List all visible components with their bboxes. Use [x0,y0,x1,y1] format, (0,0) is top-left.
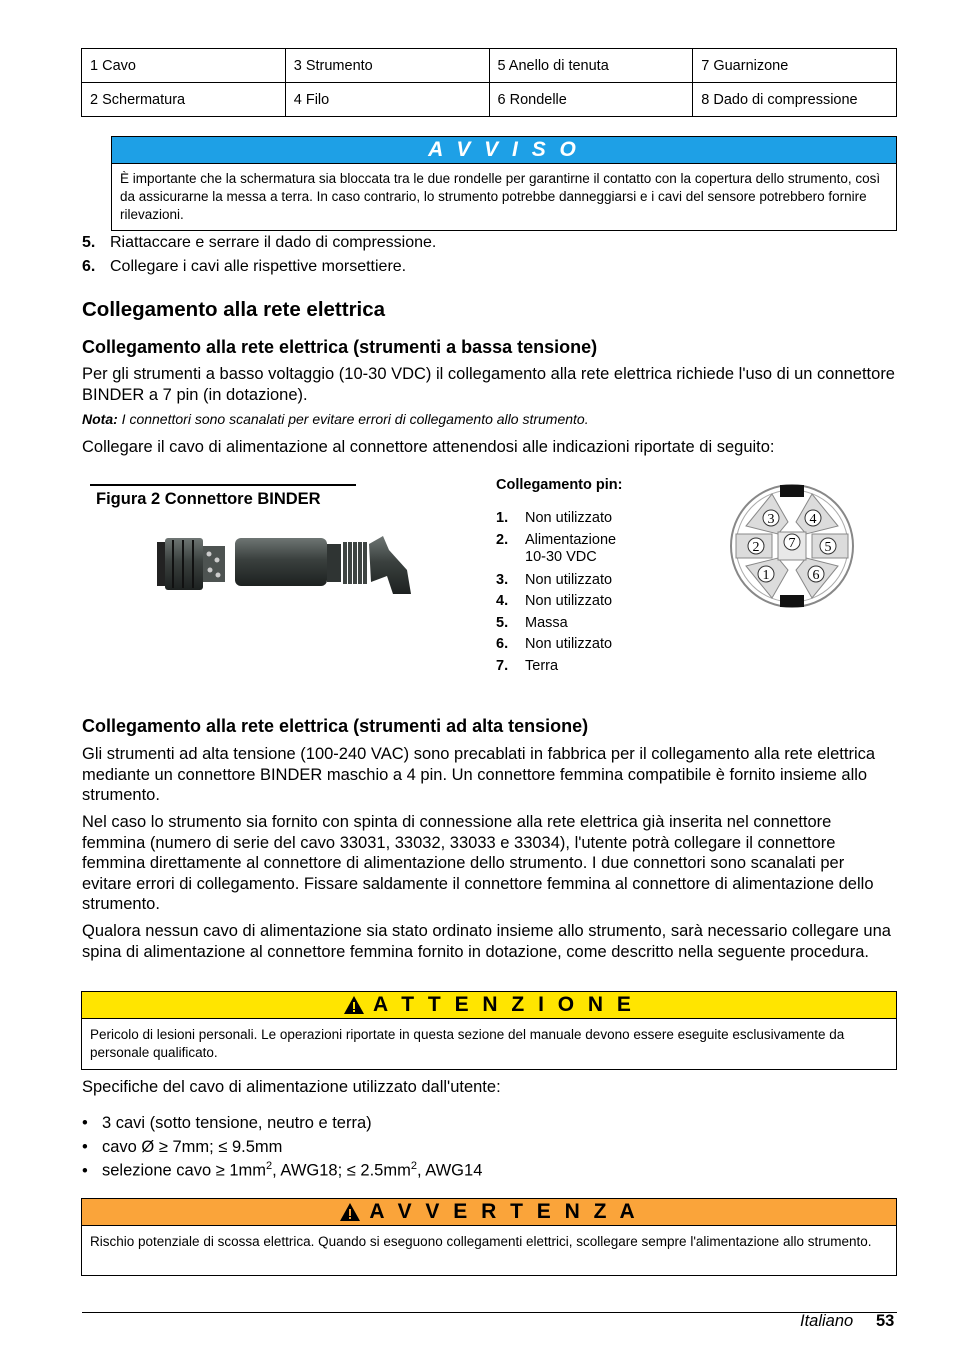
table-cell: 1 Cavo [82,49,286,83]
bullet-marker: • [82,1138,88,1156]
list-item [82,1138,282,1157]
step-6 [82,258,406,276]
pin-label-6: 6 [812,568,820,583]
step-5 [82,234,436,252]
superscript: 2 [266,1160,273,1172]
pin-label-3: 3 [767,512,775,527]
step-number: 5. [82,234,96,251]
low-voltage-paragraph: Per gli strumenti a basso voltaggio (10-30 VDC) il collegamento alla rete elettrica richiede l'uso di un connettore BINDER a 7 pin (in dotazione). [82,365,895,404]
table-cell: 4 Filo [285,83,489,117]
table-cell: 2 Schermatura [82,83,286,117]
note-text: I connettori sono scanalati per evitare errori di collegamento allo strumento. [117,411,589,427]
high-voltage-paragraph-1: Gli strumenti ad alta tensione (100-240 VAC) sono precablati in fabbrica per il collegamento alla rete elettrica mediante un connettore BINDER maschio a 4 pin. Un connettore femmina compatibile è fornito insieme allo strumento. [82,745,876,804]
pin-number: 3. [496,572,509,588]
step-text: Collegare i cavi alle rispettive morsettiere. [110,258,407,275]
warning-triangle-icon [339,1202,361,1222]
pin-label-7: 7 [788,536,796,551]
bullet-text: 3 cavi (sotto tensione, neutro e terra) [102,1114,372,1132]
bullet-text: cavo Ø ≥ 7mm; ≤ 9.5mm [102,1138,283,1156]
pin-label-5: 5 [824,540,832,555]
page-number: 53 [876,1312,895,1330]
table-cell: 5 Anello di tenuta [489,49,693,83]
parts-table [81,48,897,117]
notice-text: È importante che la schermatura sia bloccata tra le due rondelle per garantirne il contatto con la copertura dello strumento, così da assicurarne la messa a terra. In caso contrario, lo strumento potrebbe danneggiarsi e i cavi del sensore potrebbero fornire rilevazioni. [120,171,881,222]
bullet-marker: • [82,1114,88,1132]
warning-triangle-icon [343,995,365,1015]
step-text: Riattaccare e serrare il dado di compressione. [110,234,437,251]
table-cell: 6 Rondelle [489,83,693,117]
pin-text: Non utilizzato [525,593,613,609]
table-cell: 8 Dado di compressione [693,83,897,117]
footer-language: Italiano [800,1312,854,1330]
pin-label-4: 4 [809,512,817,527]
footer-rule [82,1312,897,1313]
pin-item [496,572,645,589]
warning-text: Rischio potenziale di scossa elettrica. Quando si eseguono collegamenti elettrici, scollegare sempre l'alimentazione allo strumento. [90,1234,872,1249]
list-item [82,1114,372,1133]
section-title: Collegamento alla rete elettrica [82,298,386,321]
caution-text: Pericolo di lesioni personali. Le operazioni riportate in questa sezione del manuale devono essere eseguite esclusivamente da personale qualificato. [90,1027,845,1060]
pin-text: Alimentazione 10-30 VDC [525,532,617,565]
notice-box [111,136,897,231]
figure-rule [90,484,356,486]
pin-list-title: Collegamento pin: [496,477,623,493]
superscript: 2 [410,1160,417,1172]
caution-box [81,991,897,1070]
pin-item [496,532,630,566]
caution-header [82,992,896,1019]
warning-box [81,1198,897,1276]
table-row [82,49,897,83]
bullet-text: selezione cavo ≥ 1mm [102,1161,267,1180]
binder-connector-image [155,530,415,600]
pin-text: Terra [525,658,559,674]
high-voltage-paragraph-3: Qualora nessun cavo di alimentazione sia stato ordinato insieme allo strumento, sarà necessario collegare una spina di alimentazione al connettore femmina fornito in dotazione, come descritto nella seguente procedura. [82,922,891,961]
table-cell: 7 Guarnizone [693,49,897,83]
bullet-text: , AWG14 [416,1161,483,1180]
pin-number: 6. [496,636,509,652]
connection-intro: Collegare il cavo di alimentazione al connettore attenendosi alle indicazioni riportate di seguito: [82,438,775,456]
warning-title: A V V E R T E N Z A [369,1200,639,1223]
pin-number: 1. [496,510,509,526]
pin-number: 2. [496,532,509,548]
high-voltage-title: Collegamento alla rete elettrica (strumenti ad alta tensione) [82,716,589,736]
pin-item [496,593,645,610]
note [82,411,589,427]
step-number: 6. [82,258,96,275]
pin-number: 7. [496,658,509,674]
note-label: Nota: [82,411,118,427]
bullet-marker: • [82,1161,88,1180]
pin-text: Massa [525,615,568,631]
pin-text: Non utilizzato [525,636,613,652]
pin-number: 5. [496,615,509,631]
pin-item [496,510,645,527]
warning-header [82,1199,896,1226]
table-row [82,83,897,117]
pin-item [496,615,645,632]
key-bottom [780,595,804,607]
pin-label-1: 1 [762,568,770,583]
bullet-text: , AWG18; ≤ 2.5mm [272,1161,411,1180]
pin-text: Non utilizzato [525,572,613,588]
pin-label-2: 2 [752,540,760,555]
low-voltage-title: Collegamento alla rete elettrica (strumenti a bassa tensione) [82,337,598,357]
pin-item [496,658,645,675]
notice-title: A V V I S O [112,137,896,164]
table-cell: 3 Strumento [285,49,489,83]
figure-caption: Figura 2 Connettore BINDER [96,490,321,508]
cable-spec-intro: Specifiche del cavo di alimentazione utilizzato dall'utente: [82,1078,501,1096]
pin-diagram [728,482,856,610]
list-item [82,1160,482,1181]
high-voltage-paragraph-2: Nel caso lo strumento sia fornito con spinta di connessione alla rete elettrica già inserita nel connettore femmina (numero di serie del cavo 33031, 33032, 33033 e 33034), l'utente potrà collegare il connettore femmina direttamente al connettore di alimentazione dello strumento. I due connettori sono scanalati per evitare errori di collegamento. Fissare saldamente il connettore femmina al connettore di alimentazione dello strumento. [82,813,874,913]
pin-text: Non utilizzato [525,510,613,526]
caution-title: A T T E N Z I O N E [373,993,635,1016]
key-top [780,485,804,497]
pin-number: 4. [496,593,509,609]
pin-item [496,636,645,653]
